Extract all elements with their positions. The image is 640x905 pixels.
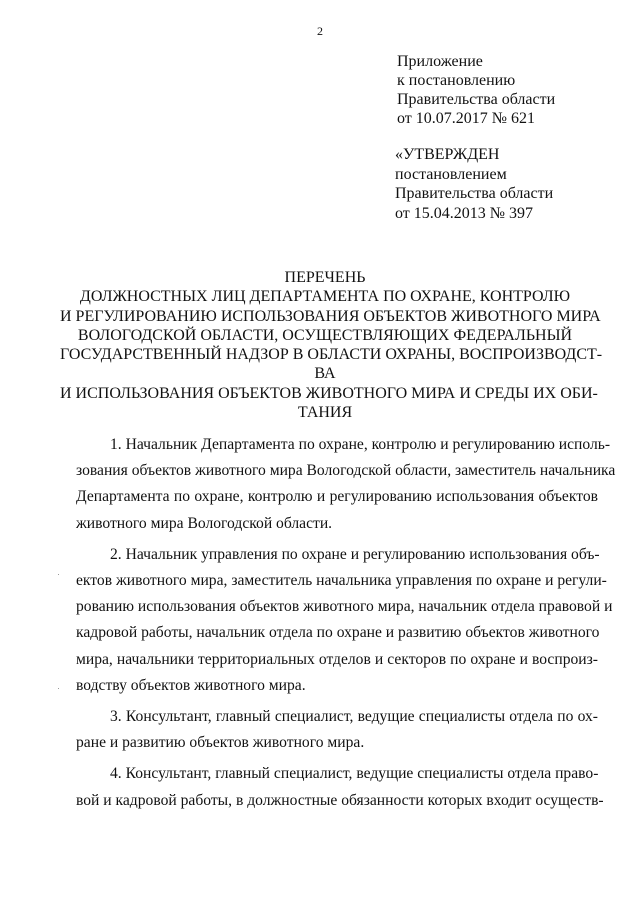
approval-line: постановлением [395, 165, 507, 183]
page-number: 2 [317, 24, 323, 38]
text-line: кадровой работы, начальник отдела по охране и развитию объектов животного [76, 624, 600, 642]
text-line: 2. Начальник управления по охране и регулированию использования объ- [110, 545, 600, 563]
annex-line: Приложение [397, 53, 483, 70]
text-line: зования объектов животного мира Вологодской области, заместитель начальника [76, 462, 616, 480]
text-line: 4. Консультант, главный специалист, ведущие специалисты отдела право- [110, 765, 599, 783]
annex-line: Правительства области [397, 91, 556, 108]
paragraph-1 [76, 432, 616, 537]
annex-block [397, 52, 555, 128]
text-line: ектов животного мира, заместитель начальника управления по охране и регули- [76, 572, 607, 590]
scan-speck [58, 688, 59, 689]
title-line: И ИСПОЛЬЗОВАНИЯ ОБЪЕКТОВ ЖИВОТНОГО МИРА И СРЕДЫ ИХ ОБИ- [60, 384, 598, 402]
document-body [76, 432, 616, 819]
scan-speck [58, 574, 59, 575]
text-line: водству объектов животного мира. [76, 676, 306, 694]
text-line: ране и развитию объектов животного мира. [76, 734, 365, 752]
paragraph-2 [76, 542, 613, 699]
title-line: ДОЛЖНОСТНЫХ ЛИЦ ДЕПАРТАМЕНТА ПО ОХРАНЕ, КОНТРОЛЮ [79, 288, 571, 306]
title-line: ГОСУДАРСТВЕННЫЙ НАДЗОР В ОБЛАСТИ ОХРАНЫ, ВОСПРОИЗВОДСТ- [60, 346, 603, 364]
text-line: животного мира Вологодской области. [76, 514, 333, 532]
approval-line: от 15.04.2013 № 397 [395, 204, 534, 222]
annex-line: к постановлению [397, 72, 516, 89]
document-title [60, 268, 603, 422]
title-line: ВОЛОГОДСКОЙ ОБЛАСТИ, ОСУЩЕСТВЛЯЮЩИХ ФЕДЕРАЛЬНЫЙ [77, 326, 573, 344]
paragraph-3 [76, 704, 598, 756]
paragraph-4 [76, 761, 604, 813]
approval-line: «УТВЕРЖДЕН [395, 146, 500, 163]
text-line: Департамента по охране, контролю и регулированию использования объектов [76, 488, 598, 506]
title-line: И РЕГУЛИРОВАНИЮ ИСПОЛЬЗОВАНИЯ ОБЪЕКТОВ ЖИВОТНОГО МИРА [60, 307, 601, 325]
approval-line: Правительства области [395, 185, 554, 202]
approval-block [395, 145, 553, 223]
title-line: ПЕРЕЧЕНЬ [284, 269, 366, 286]
text-line: мира, начальники территориальных отделов и секторов по охране и воспроиз- [76, 650, 598, 668]
annex-line: от 10.07.2017 № 621 [397, 110, 536, 127]
text-line: рованию использования объектов животного мира, начальник отдела правовой и [76, 598, 613, 616]
title-line: ТАНИЯ [297, 404, 353, 422]
text-line: 3. Консультант, главный специалист, ведущие специалисты отдела по ох- [110, 708, 598, 726]
text-line: 1. Начальник Департамента по охране, контролю и регулированию исполь- [110, 436, 611, 453]
title-line: ВА [314, 365, 336, 383]
text-line: вой и кадровой работы, в должностные обязанности которых входит осуществ- [76, 791, 604, 809]
